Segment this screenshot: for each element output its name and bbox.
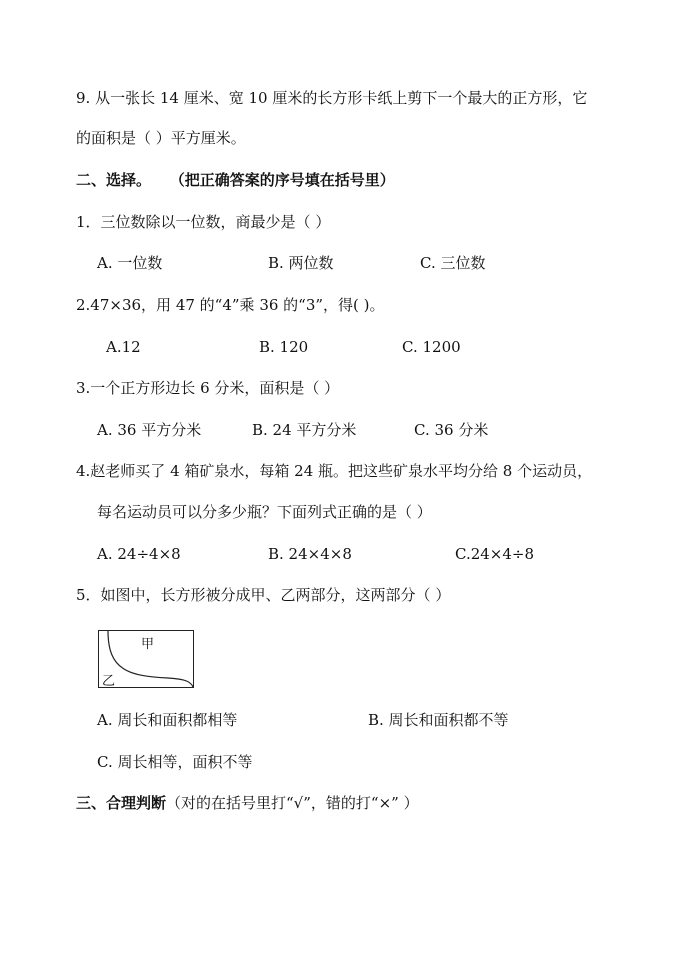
question-2-option-b: B. 120 [259, 338, 309, 356]
question-1-option-a: A. 一位数 [97, 254, 163, 272]
question-1-option-c: C. 三位数 [420, 254, 486, 272]
question-2-option-c: C. 1200 [402, 338, 461, 356]
section-3-title: 三、合理判断 [76, 794, 167, 812]
question-4-option-a: A. 24÷4×8 [97, 545, 181, 563]
question-5-text: 5．如图中，长方形被分成甲、乙两部分，这两部分（ ） [76, 586, 451, 604]
question-5-option-b: B. 周长和面积都不等 [368, 711, 509, 729]
question-9-line1: 9. 从一张长 14 厘米、宽 10 厘米的长方形卡纸上剪下一个最大的正方形，它 [76, 89, 588, 107]
section-2-note: （把正确答案的序号填在括号里） [169, 171, 395, 189]
section-2-heading [76, 170, 395, 190]
question-9-line2: 的面积是（ ）平方厘米。 [76, 129, 246, 147]
question-3-option-c: C. 36 分米 [414, 421, 489, 439]
figure-label-jia: 甲 [141, 637, 155, 652]
section-2-title: 二、选择。 [76, 171, 152, 189]
question-4-option-b: B. 24×4×8 [268, 545, 352, 563]
figure-label-yi: 乙 [102, 674, 116, 689]
question-2-text: 2.47×36，用 47 的“4”乘 36 的“3”，得( )。 [76, 296, 385, 314]
question-4-option-c: C.24×4÷8 [455, 545, 535, 563]
section-3-heading [76, 793, 419, 813]
question-5-option-c: C. 周长相等，面积不等 [97, 753, 253, 771]
question-1-option-b: B. 两位数 [268, 254, 334, 272]
question-2-option-a: A.12 [106, 338, 141, 356]
question-3-text: 3.一个正方形边长 6 分米，面积是（ ） [76, 379, 340, 397]
question-3-option-b: B. 24 平方分米 [252, 421, 357, 439]
rectangle-figure [98, 630, 194, 688]
question-4-text-line2: 每名运动员可以分多少瓶？下面列式正确的是（ ） [97, 503, 432, 521]
question-3-option-a: A. 36 平方分米 [97, 421, 202, 439]
question-5-option-a: A. 周长和面积都相等 [97, 711, 238, 729]
section-3-note: （对的在括号里打“√”，错的打“×” ） [166, 794, 419, 812]
question-4-text: 4.赵老师买了 4 箱矿泉水，每箱 24 瓶。把这些矿泉水平均分给 8 个运动员， [76, 462, 593, 480]
question-1-text: 1．三位数除以一位数，商最少是（ ） [76, 213, 331, 231]
